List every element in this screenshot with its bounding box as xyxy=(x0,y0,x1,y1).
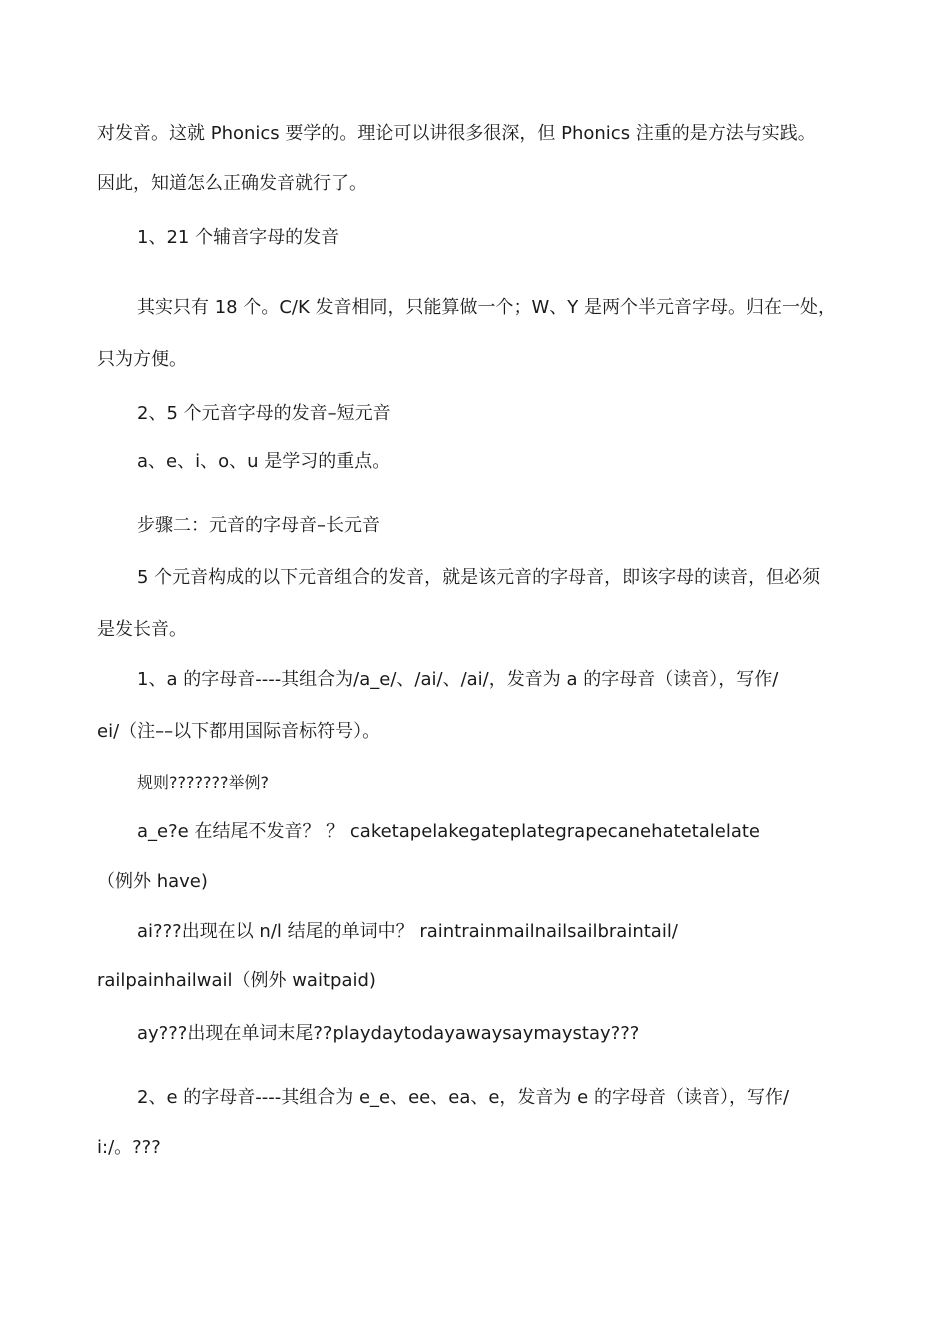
example-line: （例外 have) xyxy=(97,871,208,892)
paragraph-line: 其实只有 18 个。C/K 发音相同，只能算做一个；W、Y 是两个半元音字母。归在一处， xyxy=(137,297,837,318)
paragraph-line: ei/（注––以下都用国际音标符号）。 xyxy=(97,721,381,742)
paragraph-line: 因此，知道怎么正确发音就行了。 xyxy=(97,173,367,194)
example-line: ai???出现在以 n/l 结尾的单词中？ raintrainmailnailsailbraintail/ xyxy=(137,921,678,942)
paragraph-line: 只为方便。 xyxy=(97,349,187,370)
example-line: a_e?e 在结尾不发音？ ？ caketapelakegateplategrapecanehatetalelate xyxy=(137,821,760,842)
paragraph-line: 是发长音。 xyxy=(97,619,187,640)
paragraph-line: 2、e 的字母音----其组合为 e_e、ee、ea、e，发音为 e 的字母音（读音），写作/ xyxy=(137,1087,790,1108)
paragraph-line: 1、a 的字母音----其组合为/a_e/、/ai/、/ai/，发音为 a 的字母音（读音），写作/ xyxy=(137,669,779,690)
example-line: ay???出现在单词末尾??playdaytodayawaysaymaystay??? xyxy=(137,1023,640,1044)
rule-heading: 规则???????举例? xyxy=(137,773,269,792)
example-line: railpainhailwail（例外 waitpaid) xyxy=(97,970,376,991)
paragraph-line: i:/。??? xyxy=(97,1137,161,1158)
paragraph-line: 对发音。这就 Phonics 要学的。理论可以讲很多很深，但 Phonics 注重的是方法与实践。 xyxy=(97,123,816,144)
paragraph-line: a、e、i、o、u 是学习的重点。 xyxy=(137,451,391,472)
section-heading: 2、5 个元音字母的发音–短元音 xyxy=(137,403,391,424)
section-heading: 步骤二：元音的字母音–长元音 xyxy=(137,515,380,536)
section-heading: 1、21 个辅音字母的发音 xyxy=(137,227,340,248)
paragraph-line: 5 个元音构成的以下元音组合的发音，就是该元音的字母音，即该字母的读音，但必须 xyxy=(137,567,821,588)
